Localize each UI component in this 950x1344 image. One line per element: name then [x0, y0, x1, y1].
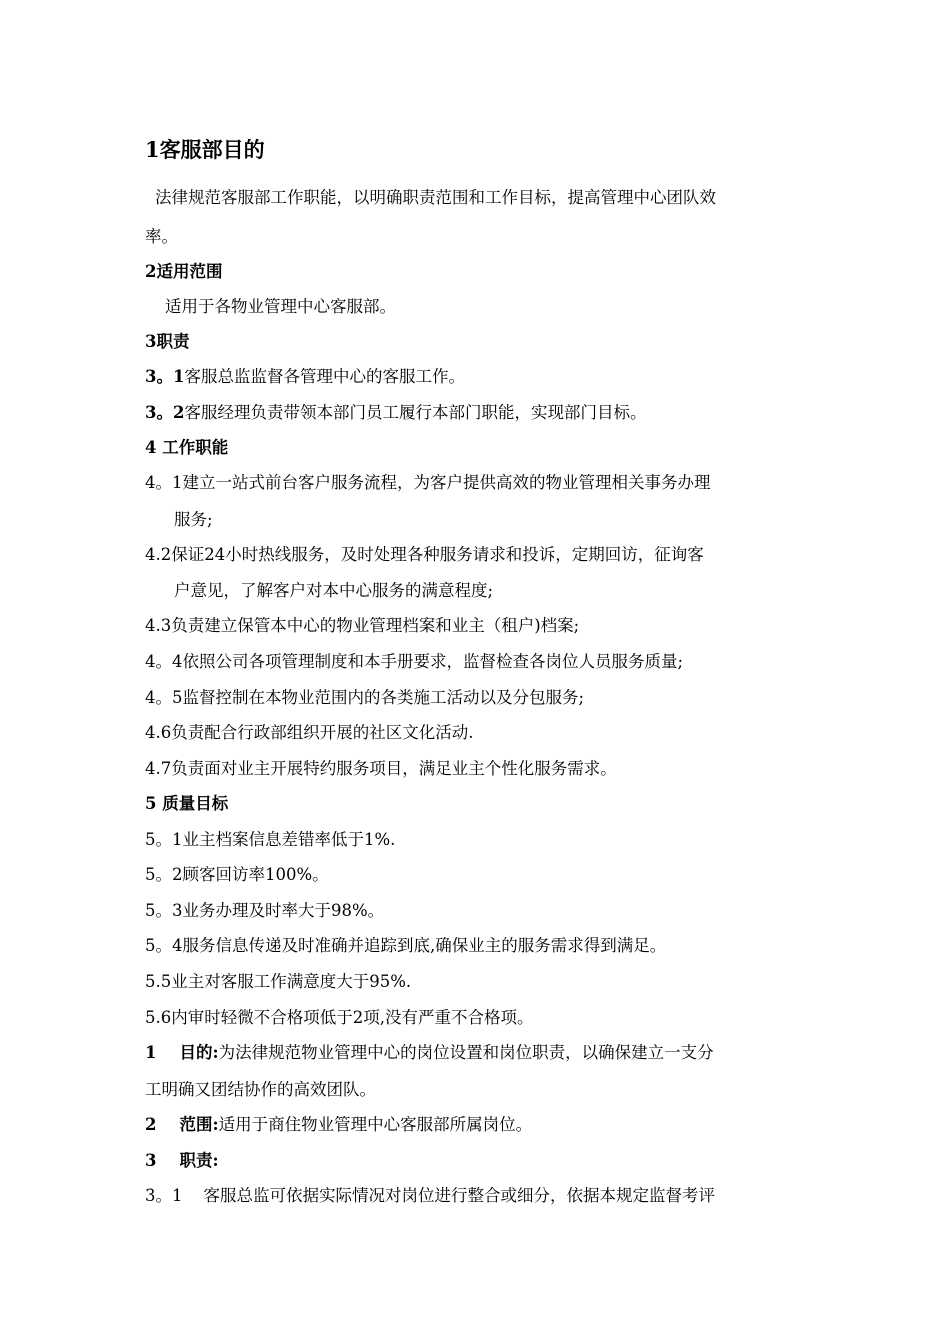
post-purpose-text: 为法律规范物业管理中心的岗位设置和岗位职责，以确保建立一支分 — [218, 1043, 714, 1062]
post-scope — [145, 1113, 532, 1137]
post-duty-3-1: 3。1 客服总监可依据实际情况对岗位进行整合或细分，依据本规定监督考评 — [145, 1186, 715, 1205]
section-5-heading: 5 质量目标 — [145, 794, 229, 813]
post-purpose-line-2: 工明确又团结协作的高效团队。 — [145, 1080, 376, 1099]
section-3-2 — [145, 401, 646, 425]
section-3-1 — [145, 365, 465, 389]
section-5-1: 5。1业主档案信息差错率低于1%. — [145, 830, 396, 849]
post-purpose-line-1 — [145, 1041, 714, 1065]
section-4-1-line-1: 4。1建立一站式前台客户服务流程，为客户提供高效的物业管理相关事务办理 — [145, 473, 711, 492]
section-3-1-text: 客服总监监督各管理中心的客服工作。 — [184, 367, 465, 386]
section-4-4: 4。4依照公司各项管理制度和本手册要求，监督检查各岗位人员服务质量; — [145, 652, 684, 671]
purpose-text-line-2: 率。 — [145, 227, 178, 246]
section-4-2-line-1: 4.2保证24小时热线服务，及时处理各种服务请求和投诉，定期回访，征询客 — [145, 545, 704, 564]
section-5-4: 5。4服务信息传递及时准确并追踪到底,确保业主的服务需求得到满足。 — [145, 936, 667, 955]
purpose-text-line-1: 法律规范客服部工作职能，以明确职责范围和工作目标，提高管理中心团队效 — [155, 188, 716, 207]
section-5-3: 5。3业务办理及时率大于98%。 — [145, 901, 385, 920]
section-3-1-number: 3。1 — [145, 367, 185, 386]
section-1-title: 1客服部目的 — [145, 137, 265, 162]
section-4-6: 4.6负责配合行政部组织开展的社区文化活动. — [145, 723, 474, 742]
section-4-3: 4.3负责建立保管本中心的物业管理档案和业主（租户)档案; — [145, 616, 580, 635]
section-4-5: 4。5监督控制在本物业范围内的各类施工活动以及分包服务; — [145, 688, 585, 707]
post-scope-label: 2 范围: — [145, 1115, 219, 1134]
post-purpose-label: 1 目的: — [145, 1043, 219, 1062]
post-scope-text: 适用于商住物业管理中心客服部所属岗位。 — [218, 1115, 533, 1134]
section-2-text: 适用于各物业管理中心客服部。 — [165, 297, 396, 316]
post-duty-heading: 3 职责: — [145, 1151, 219, 1170]
section-4-2-line-2: 户意见，了解客户对本中心服务的满意程度; — [174, 581, 494, 600]
section-3-2-text: 客服经理负责带领本部门员工履行本部门职能，实现部门目标。 — [184, 403, 647, 422]
section-5-6: 5.6内审时轻微不合格项低于2项,没有严重不合格项。 — [145, 1008, 534, 1027]
section-5-2: 5。2顾客回访率100%。 — [145, 865, 329, 884]
section-4-heading: 4 工作职能 — [145, 438, 229, 457]
section-3-heading: 3职责 — [145, 332, 190, 351]
section-4-7: 4.7负责面对业主开展特约服务项目，满足业主个性化服务需求。 — [145, 759, 617, 778]
section-4-1-line-2: 服务; — [174, 510, 213, 529]
section-5-5: 5.5业主对客服工作满意度大于95%. — [145, 972, 412, 991]
section-3-2-number: 3。2 — [145, 403, 185, 422]
section-2-heading: 2适用范围 — [145, 262, 223, 281]
